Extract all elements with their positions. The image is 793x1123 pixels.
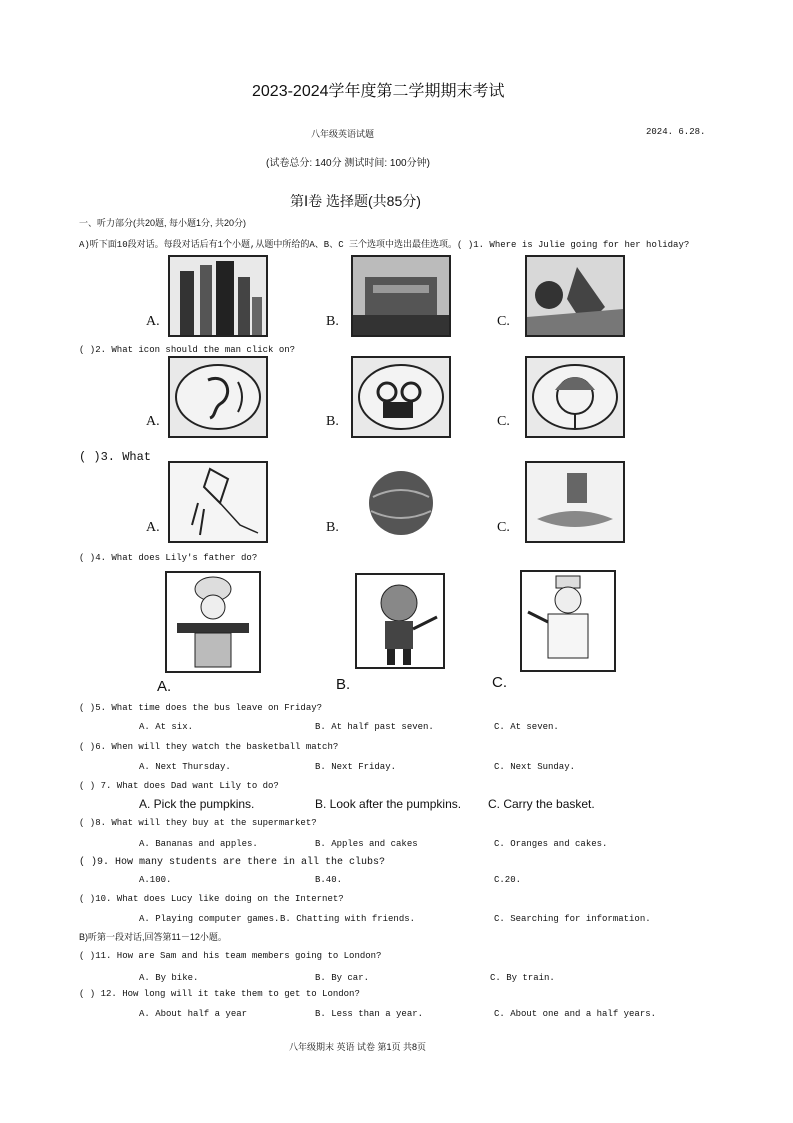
video-camera-icon — [353, 358, 449, 436]
q1-picture-a — [168, 255, 268, 337]
volume-heading: 第Ⅰ卷 选择题(共85分) — [290, 193, 421, 209]
q8-stem: ( )8. What will they buy at the supermarket? — [79, 818, 317, 828]
q1-picture-c — [525, 255, 625, 337]
ear-icon — [170, 358, 266, 436]
q12-option-b: B. Less than a year. — [315, 1009, 424, 1019]
q4-stem: ( )4. What does Lily's father do? — [79, 553, 258, 563]
q3-label-a: A. — [146, 520, 160, 535]
exam-date: 2024. 6.28. — [646, 127, 706, 137]
q2-picture-c — [525, 356, 625, 438]
statue-icon — [527, 257, 623, 335]
q2-label-c: C. — [497, 414, 510, 429]
q7-option-b: B. Look after the pumpkins. — [315, 797, 462, 811]
q3-picture-c — [525, 461, 625, 543]
q8-option-b: B. Apples and cakes — [315, 839, 418, 849]
q5-option-b: B. At half past seven. — [315, 722, 434, 732]
globe-icon — [353, 463, 449, 541]
q10-option-a: A. Playing computer games. — [139, 914, 280, 924]
q11-option-b: B. By car. — [315, 973, 370, 983]
q6-option-a: A. Next Thursday. — [139, 762, 231, 772]
cook-icon — [167, 573, 259, 671]
q11-option-c: C. By train. — [490, 973, 555, 983]
q1-picture-b — [351, 255, 451, 337]
q9-option-c: C.20. — [494, 875, 522, 885]
q7-option-c: C. Carry the basket. — [488, 797, 595, 811]
q1-label-c: C. — [497, 314, 510, 329]
face-icon — [527, 358, 623, 436]
part-b-instruction: B)听第一段对话,回答第11－12小题。 — [79, 932, 227, 942]
q7-stem: ( ) 7. What does Dad want Lily to do? — [79, 781, 279, 791]
q4-picture-c — [520, 570, 616, 672]
q11-option-a: A. By bike. — [139, 973, 199, 983]
q10-stem: ( )10. What does Lucy like doing on the Internet? — [79, 894, 344, 904]
q3-label-c: C. — [497, 520, 510, 535]
q9-stem: ( )9. How many students are there in all the clubs? — [79, 857, 386, 868]
q4-picture-a — [165, 571, 261, 673]
q6-stem: ( )6. When will they watch the basketball match? — [79, 742, 339, 752]
q4-picture-b — [355, 573, 445, 669]
q12-option-a: A. About half a year — [139, 1009, 248, 1019]
q4-label-c: C. — [492, 674, 507, 691]
q2-stem: ( )2. What icon should the man click on? — [79, 345, 296, 355]
q5-option-c: C. At seven. — [494, 722, 559, 732]
q12-option-c: C. About one and a half years. — [494, 1009, 657, 1019]
q3-label-b: B. — [326, 520, 339, 535]
q7-option-a: A. Pick the pumpkins. — [139, 797, 255, 811]
q1-label-a: A. — [146, 314, 160, 329]
q5-stem: ( )5. What time does the bus leave on Friday? — [79, 703, 323, 713]
q11-stem: ( )11. How are Sam and his team members going to London? — [79, 951, 382, 961]
q3-stem: ( )3. What — [79, 450, 152, 464]
q4-label-a: A. — [157, 678, 172, 695]
q6-option-c: C. Next Sunday. — [494, 762, 576, 772]
q2-label-a: A. — [146, 414, 160, 429]
q1-label-b: B. — [326, 314, 339, 329]
food-icon — [527, 463, 623, 541]
q9-option-a: A.100. — [139, 875, 172, 885]
doctor-icon — [522, 572, 614, 670]
q3-picture-a — [168, 461, 268, 543]
kite-icon — [170, 463, 266, 541]
boy-icon — [357, 575, 443, 667]
q2-picture-a — [168, 356, 268, 438]
q2-picture-b — [351, 356, 451, 438]
q6-option-b: B. Next Friday. — [315, 762, 397, 772]
q12-stem: ( ) 12. How long will it take them to get to London? — [79, 989, 360, 999]
exam-subject: 八年级英语试题 — [311, 129, 375, 139]
page-footer: 八年级期末 英语 试卷 第1页 共8页 — [289, 1042, 427, 1052]
palace-icon — [353, 257, 449, 335]
q8-option-a: A. Bananas and apples. — [139, 839, 258, 849]
q10-option-c: C. Searching for information. — [494, 914, 651, 924]
q5-option-a: A. At six. — [139, 722, 194, 732]
q9-option-b: B.40. — [315, 875, 343, 885]
city-buildings-icon — [170, 257, 266, 335]
listening-heading: 一、听力部分(共20题, 每小题1分, 共20分) — [79, 218, 247, 228]
q4-label-b: B. — [336, 676, 351, 693]
q10-option-b: B. Chatting with friends. — [280, 914, 416, 924]
part-a-instruction: A)听下面10段对话。每段对话后有1个小题,从题中所给的A、B、C 三个选项中选出最佳选项。( )1. Where is Julie going for her holiday? — [79, 240, 690, 250]
q8-option-c: C. Oranges and cakes. — [494, 839, 608, 849]
exam-title: 2023-2024学年度第二学期期末考试 — [252, 83, 505, 100]
q2-label-b: B. — [326, 414, 339, 429]
exam-meta: (试卷总分: 140分 测试时间: 100分钟) — [266, 158, 430, 169]
q3-picture-b — [351, 461, 451, 543]
